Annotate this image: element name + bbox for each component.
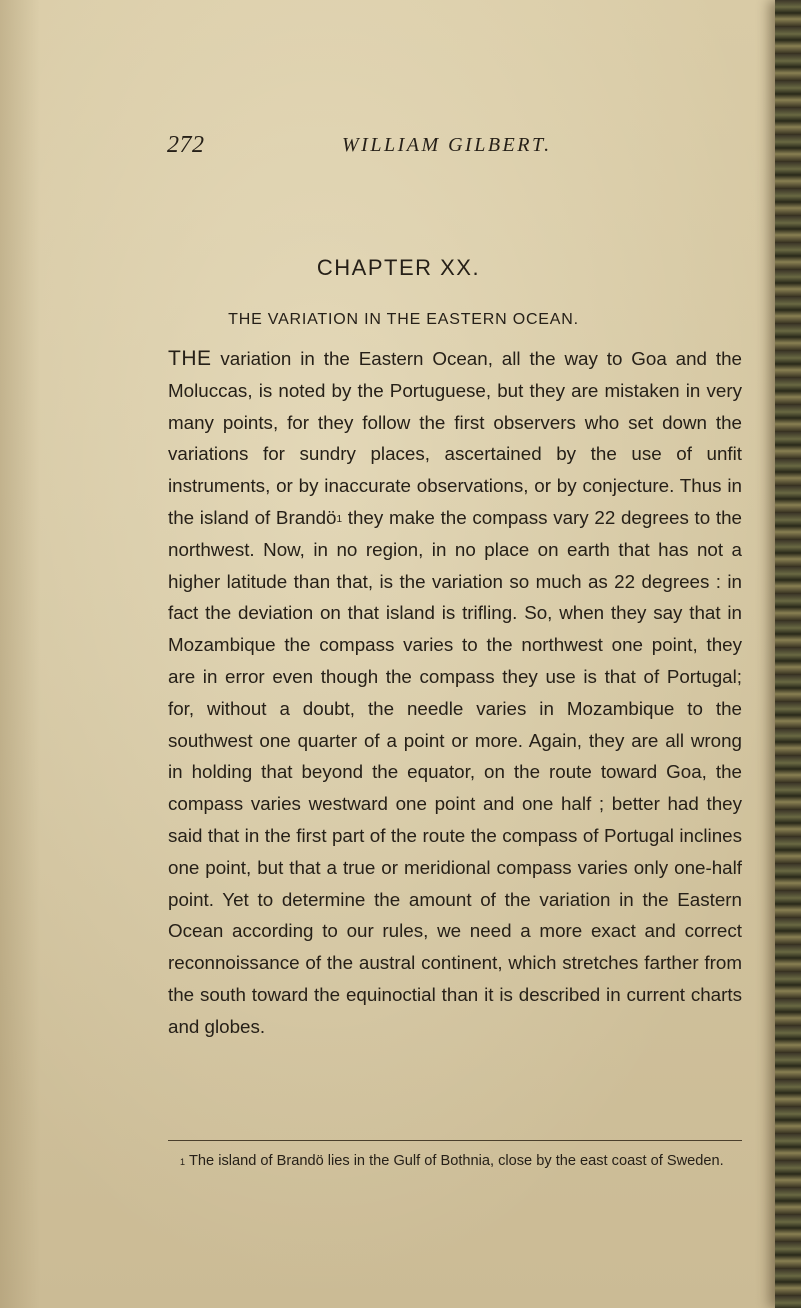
chapter-number: CHAPTER XX. [316,255,481,280]
body-text-part-2: they make the compass vary 22 degrees to the northwest. Now, in no region, in no place on earth that has not a higher latitude than that, is the variation so much as 22 degrees : in fact the deviation on that island is trifling. So, when they say that in Mozambique the compass varies to the northwest one point, they are in error even though the compass they use is that of Portugal; for, without a doubt, the needle varies in Mozambique to the southwest one quarter of a point or more. Again, they are all wrong in holding that beyond the equator, on the route toward Goa, the compass varies westward one point and one half ; better had they said that in the first part of the route the compass of Portugal inclines one point, but that a true or meridional compass varies only one-half point. Yet to determine the amount of the variation in the Eastern Ocean according to our rules, we need a more exact and correct reconnoissance of the austral continent, which stretches farther from the south toward the equinoctial than it is described in current charts and globes. [168,506,743,1037]
footnote-reference: 1 [336,513,343,525]
chapter-title: THE VARIATION IN THE EASTERN OCEAN. [228,311,579,328]
page-number: 272 [167,132,205,158]
footnote-divider [168,1140,742,1141]
lead-word: THE [168,347,212,370]
running-head [167,132,667,166]
chapter-heading [0,255,801,281]
body-paragraph [168,343,742,1043]
footnote-text: The island of Brandö lies in the Gulf of Bothnia, close by the east coast of Sweden. [189,1153,724,1169]
chapter-subtitle [0,311,801,329]
footnote-mark: 1 [180,1157,186,1167]
body-text-part-1: variation in the Eastern Ocean, all the way to Goa and the Moluccas, is noted by the Portuguese, but they are mistaken in very many points, for they follow the first observers who set down the variations for sundry places, ascertained by the use of unfit instruments, or by inaccurate observations, or by conjecture. Thus in the island of Brandö [168,348,742,528]
page-gutter-shadow [0,0,40,1308]
footnote [168,1150,742,1172]
page-edge [775,0,801,1308]
running-title: WILLIAM GILBERT. [342,134,552,156]
